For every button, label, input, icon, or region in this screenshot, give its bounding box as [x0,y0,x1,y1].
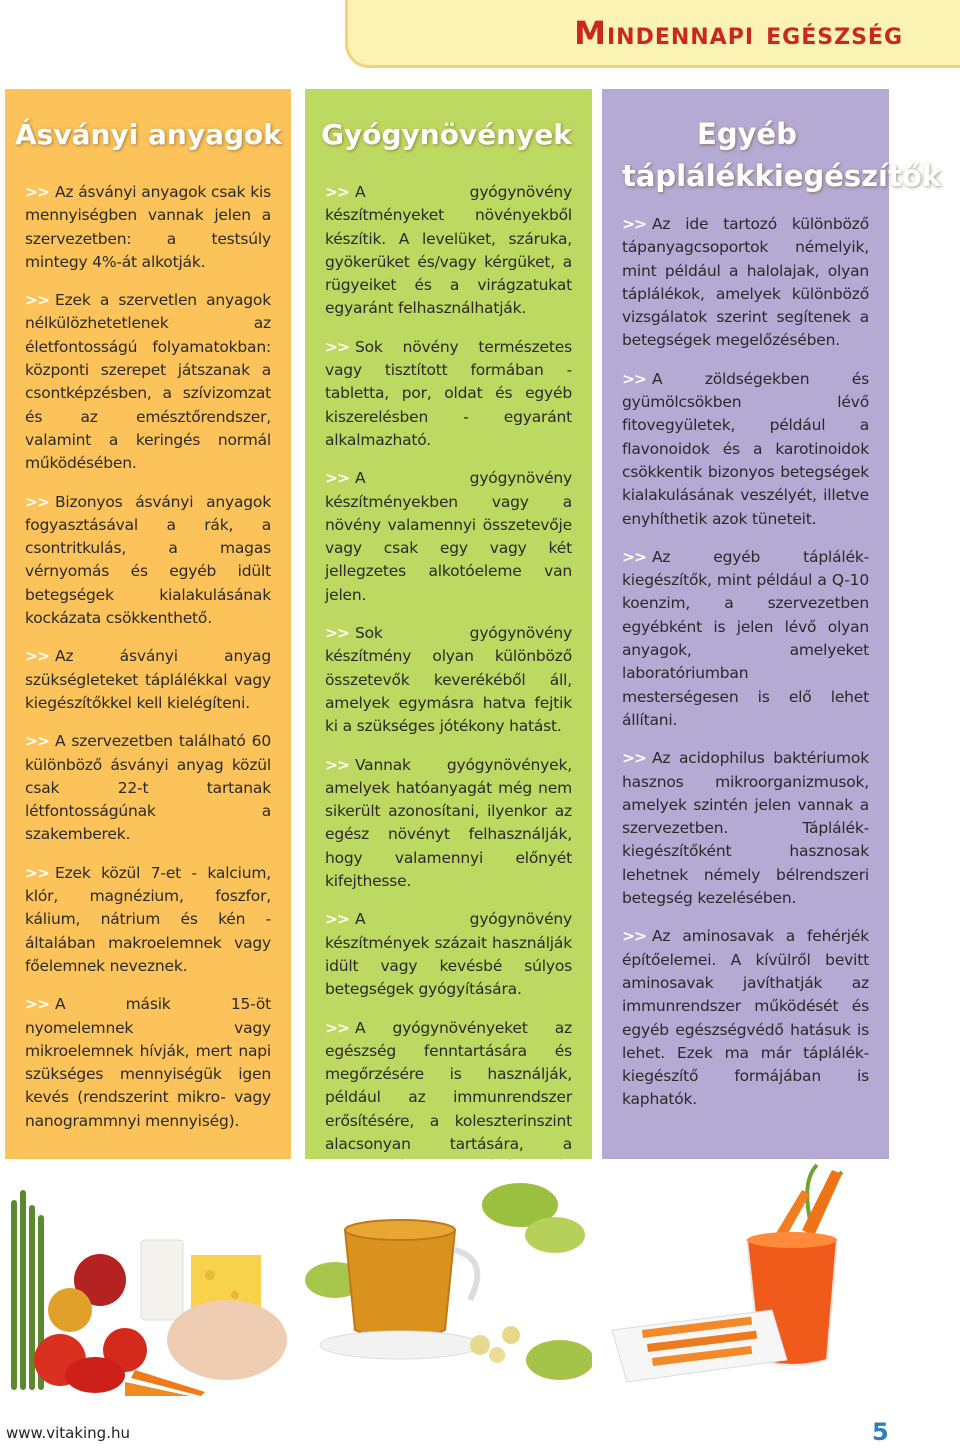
column-title: Ásványi anyagok [15,118,282,151]
paragraph: >> Ezek a szervetlen anyagok nélkülözhetetlenek az életfontosságú folyamatokban: központi szerepet játszanak a csontképzésben, a szívizomzat és az emésztőrendszer, valamint a keringés normál működésében. [25,291,271,473]
bullet-icon: >> [622,749,646,768]
paragraph: >> A gyógynövény készítményekben vagy a növény valamennyi összetevője vagy csak egy vagy két jellegzetes alkotóeleme van jelen. [325,469,572,604]
bullet-icon: >> [325,910,349,929]
carrot-juice-image [602,1160,889,1396]
food-photo [5,1160,291,1396]
bullet-icon: >> [25,863,49,882]
footer-url[interactable]: www.vitaking.hu [6,1424,130,1442]
bullet-icon: >> [325,183,349,201]
bullet-icon: >> [622,927,646,946]
paragraph: >> Sok gyógynövény készítmény olyan különböző összetevők keverékéből áll, amelyek egymásra hatva fejtik ki a szükséges jótékony hatást. [325,624,572,736]
column-paragraphs [325,181,572,1226]
tea-image [305,1160,592,1396]
bullet-icon: >> [25,183,49,201]
paragraph: >> Vannak gyógynövények, amelyek hatóanyagát még nem sikerült azonosítani, ilyenkor az egész növényt felhasználják, hogy valamennyi előnyét kifejthesse. [325,755,572,891]
column-gyogynovenyek [305,89,592,1159]
paragraph: >> Az ásványi anyagok csak kis mennyiségben vannak jelen a szervezetben: a testsúly mintegy 4%-át alkotják. [25,183,271,271]
page-title: Mindennapi egészség [574,14,903,52]
column-title-text: Egyéb táplálékkiegészítők [622,117,942,193]
paragraph: >> A gyógynövény készítmények százait használják idült vagy kevésbé súlyos betegségek gyógyítására. [325,910,572,999]
bullet-icon: >> [325,1018,349,1037]
bullet-icon: >> [622,547,646,566]
paragraph: >> A gyógynövény készítményeket növényekből készítik. A levelüket, száruka, gyökerüket és/vagy kérgüket, a rügyeiket és a virágzatukat egyaránt felhasználhatják. [325,183,572,318]
paragraph: >> Az aminosavak a fehérjék építőelemei. A kívülről bevitt aminosavak javíthatják az immunrendszer működését és egyéb egészségvédő hatásuk is lehet. Ezek ma már táplálék-kiegészítő formájában is kaphatók. [622,927,869,1109]
bullet-icon: >> [25,647,49,666]
paragraph: >> Bizonyos ásványi anyagok fogyasztásával a rák, a csontritkulás, a magas vérnyomás és egyéb idült betegségek kialakulásának kockázata csökkenthető. [25,492,271,628]
paragraph: >> Az ide tartozó különböző tápanyagcsoportok némelyik, mint például a halolajak, olyan táplálékok, amelyek különböző vizsgálatok szerint segítenek a betegségek megelőzésében. [622,215,869,350]
bullet-icon: >> [622,369,646,388]
bullet-icon: >> [622,215,646,233]
column-egyeb-taplalekkiegeszitok [602,89,942,1159]
page-number: 5 [872,1418,889,1446]
bullet-icon: >> [325,469,349,488]
column-title [622,89,942,197]
bullet-icon: >> [25,995,49,1014]
carrot-juice-photo [602,1160,889,1396]
bullet-icon: >> [25,492,49,511]
column-title: Gyógynövények [321,118,572,151]
bullet-icon: >> [25,732,49,751]
column-paragraphs [25,181,271,1133]
paragraph: >> A zöldségekben és gyümölcsökben lévő fitovegyületek, például a flavonoidok és a karotinoidok csökkentik bizonyos betegségek kialakulásának veszélyét, illetve enyhíthetik azok tüneteit. [622,369,869,528]
bullet-icon: >> [325,755,349,774]
paragraph: >> A gyógynövényeket az egészség fenntartására és megőrzésére is használják, például az immunrendszer erősítésére, a koleszterinszint alacsonyan tartására, a [325,1018,572,1153]
paragraph: >> A másik 15-öt nyomelemnek vagy mikroelemnek hívják, mert napi szükséges mennyiségük igen kevés (rendszerint mikro- vagy nanogrammnyi mennyiség). [25,995,271,1130]
paragraph: >> A szervezetben található 60 különböző ásványi anyag közül csak 22-t tartanak létfontosságúnak a szakemberek. [25,732,271,844]
bullet-icon: >> [325,624,349,643]
bullet-icon: >> [25,291,49,310]
paragraph: >> Az ásványi anyag szükségleteket táplálékkal vagy kiegészítőkkel kell kielégíteni. [25,647,271,712]
bullet-icon: >> [325,337,349,356]
herbal-tea-photo [305,1160,592,1396]
header-band [345,0,960,68]
column-asvanyi-anyagok [5,89,291,1159]
paragraph: >> Ezek közül 7-et - kalcium, klór, magnézium, foszfor, kálium, nátrium és kén - általában makroelemnek vagy főelemnek neveznek. [25,863,271,975]
paragraph: >> Az egyéb táplálék-kiegészítők, mint például a Q-10 koenzim, a szervezetben egyébként is jelen lévő olyan anyagok, amelyeket laboratóriumban mesterségesen is elő lehet állítani. [622,547,869,729]
paragraph: >> Sok növény természetes vagy tisztított formában - tabletta, por, oldat és egyéb kiszerelésben - egyaránt alkalmazható. [325,337,572,449]
column-paragraphs [622,213,869,1112]
vegetables-image [5,1160,291,1396]
paragraph: >> Az acidophilus baktériumok hasznos mikroorganizmusok, amelyek szintén jelen vannak a szervezetben. Táplálék-kiegészítőként hasznosak lehetnek némely bélrendszeri betegség kezelésében. [622,749,869,908]
